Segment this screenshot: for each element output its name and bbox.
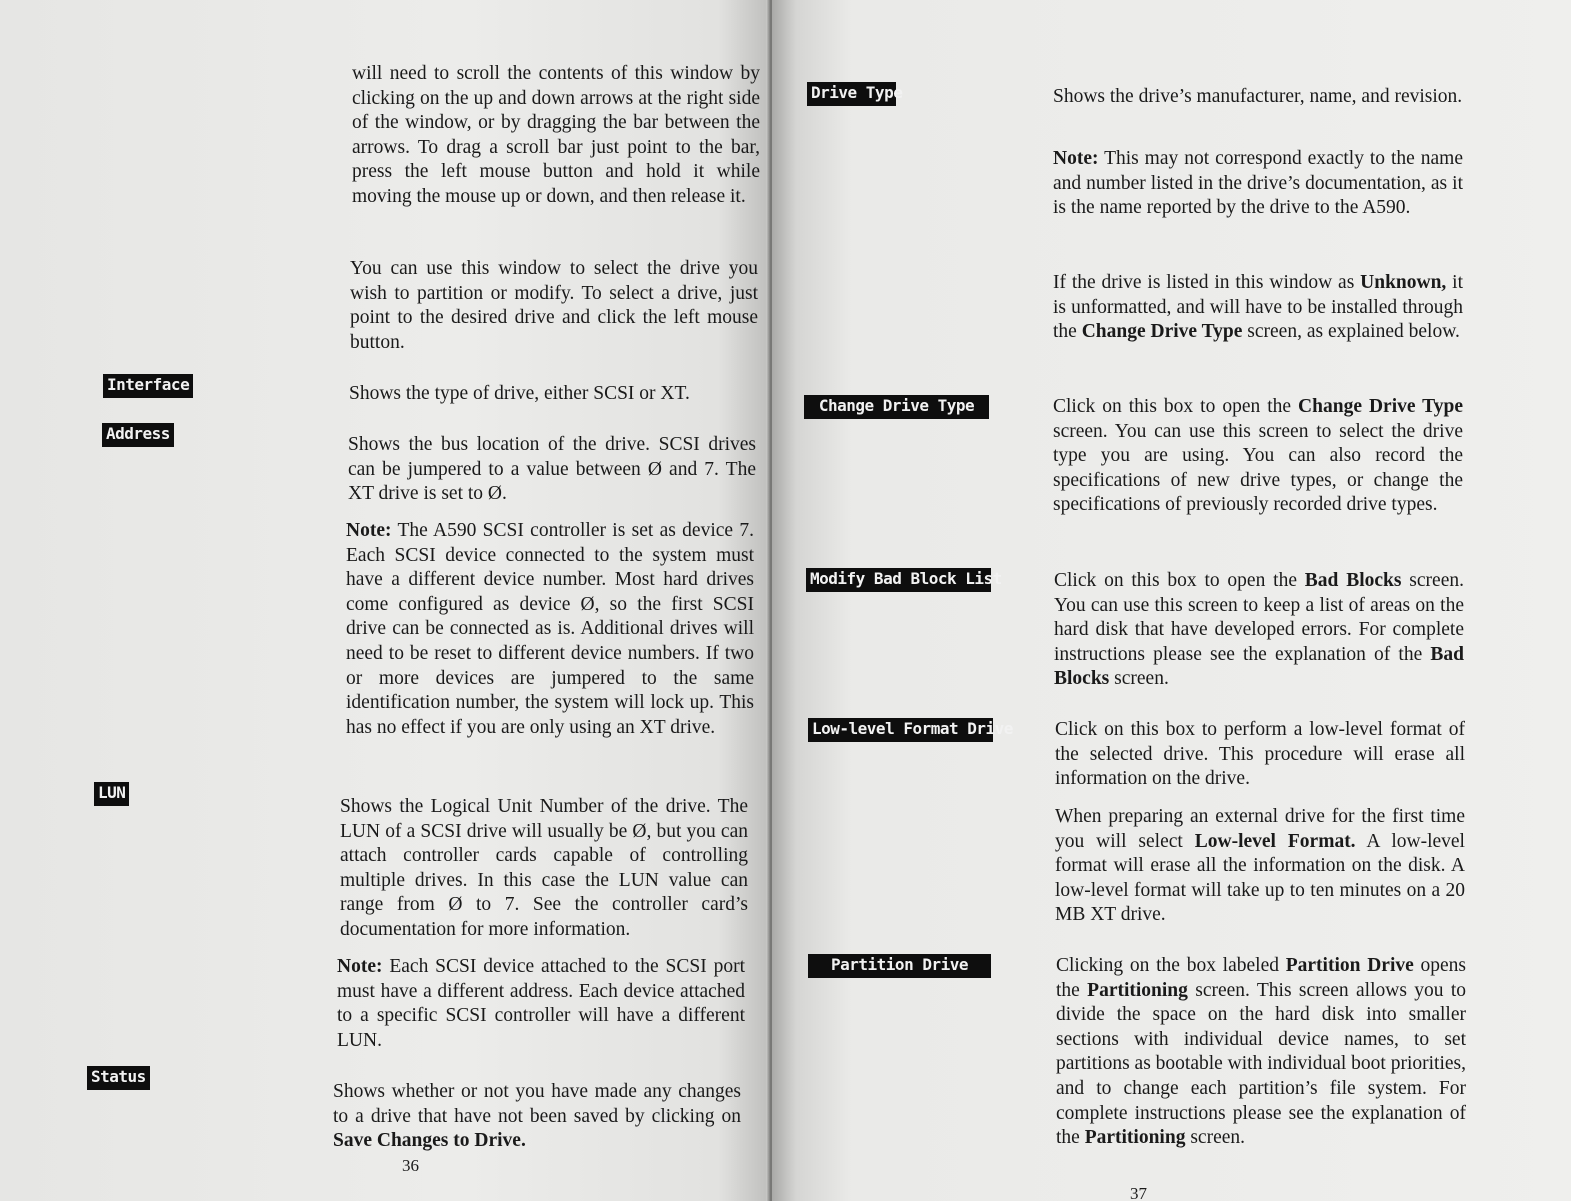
- text: screen. You can use this screen to keep a list of areas on the hard disk that have developed errors. For complete instructions please see the explanation of the: [1054, 570, 1464, 665]
- low-level-format-description: Click on this box to perform a low-level format of the selected drive. This procedure will erase all information on the drive.: [1055, 719, 1465, 790]
- low-level-format-paragraph: [1055, 805, 1465, 928]
- interface-label: Interface: [103, 374, 193, 398]
- drive-type-label: Drive Type: [807, 82, 896, 106]
- status-label: Status: [87, 1066, 150, 1090]
- text: it is unformatted, and will have to be installed through the: [1053, 272, 1463, 343]
- drive-type-note: [1053, 147, 1463, 221]
- note-body: This may not correspond exactly to the name and number listed in the drive’s documentation, as it is the name reported by the drive to the A590.: [1053, 148, 1463, 219]
- text: Click on this box to open the: [1053, 396, 1299, 417]
- note-body: Each SCSI device attached to the SCSI port must have a different address. Each device attached to a specific SCSI controller will have a different LUN.: [337, 956, 745, 1051]
- bold-text: Change Drive Type: [1081, 321, 1243, 343]
- bold-text: Change Drive Type: [1298, 396, 1463, 417]
- select-drive-paragraph: You can use this window to select the drive you wish to partition or modify. To select a drive, just point to the desired drive and click the left mouse button.: [350, 258, 758, 353]
- address-label: Address: [102, 423, 174, 447]
- text: opens the: [1056, 955, 1466, 1001]
- bold-text: Partition Drive: [1285, 955, 1414, 976]
- bold-text: Bad Blocks: [1054, 643, 1464, 690]
- lun-description: Shows the Logical Unit Number of the drive. The LUN of a SCSI drive will usually be Ø, but you can attach controller cards capable of controlling multiple drives. In this case the LUN value can range from Ø to 7. See the controller card’s documentation for more information.: [340, 796, 748, 940]
- bad-blocks-description: [1054, 569, 1464, 692]
- text: screen.: [1185, 1127, 1246, 1149]
- status-description: [333, 1080, 741, 1154]
- text: When preparing an external drive for the first time you will select: [1055, 806, 1465, 852]
- address-description: Shows the bus location of the drive. SCSI drives can be jumpered to a value between Ø and 7. The XT drive is set to Ø.: [348, 434, 756, 505]
- note-body: The A590 SCSI controller is set as device 7. Each SCSI device connected to the system must have a different device number. Most hard drives come configured as device Ø, so the first SCSI drive can be connected as is. Additional drives will need to be reset to different device numbers. If two or more devices are jumpered to the same identification number, the system will lock up. This has no effect if you are only using an XT drive.: [346, 520, 754, 738]
- text: A low-level format will erase all the information on the disk. A low-level format will take up to ten minutes on a 20 MB XT drive.: [1055, 830, 1465, 926]
- bold-text: Partitioning: [1084, 1127, 1186, 1149]
- unknown-drive-paragraph: [1053, 271, 1463, 345]
- partition-drive-label: Partition Drive: [808, 954, 991, 978]
- text: screen.: [1109, 668, 1169, 690]
- address-note: [346, 519, 754, 740]
- note-lead: Note:: [1053, 148, 1099, 169]
- bold-text: Bad Blocks: [1304, 570, 1402, 591]
- lun-label: LUN: [94, 782, 129, 806]
- left-page: [0, 0, 772, 1201]
- page-number-right: 37: [1130, 1184, 1147, 1201]
- text: screen. You can use this screen to select the drive type you are using. You can also record the specifications of new drive types, or change the specifications of previously recorded drive types.: [1053, 420, 1463, 516]
- text: If the drive is listed in this window as: [1053, 272, 1361, 293]
- bold-text: Partitioning: [1087, 979, 1188, 1001]
- partition-drive-description: [1056, 954, 1466, 1151]
- lun-note: [337, 955, 745, 1053]
- bold-text: Low-level Format.: [1194, 830, 1356, 852]
- text: Click on this box to open the: [1054, 570, 1305, 591]
- text: screen, as explained below.: [1242, 321, 1460, 343]
- text: screen. This screen allows you to divide the space on the hard disk into smaller sections with individual device names, to set partitions as bootable with individual boot priorities, and to change each partition’s file system. For complete instructions please see the explanation of the: [1056, 979, 1466, 1149]
- modify-bad-block-list-label: Modify Bad Block List: [806, 568, 991, 592]
- interface-description: Shows the type of drive, either SCSI or XT.: [349, 383, 690, 404]
- scroll-paragraph: will need to scroll the contents of this window by clicking on the up and down arrows at the right side of the window, or by dragging the bar between the arrows. To drag a scroll bar just point to the bar, press the left mouse button and hold it while moving the mouse up or down, and then release it.: [352, 63, 760, 207]
- bold-text: Unknown,: [1360, 272, 1447, 293]
- status-text: Shows whether or not you have made any changes to a drive that have not been saved by clicking on: [333, 1081, 741, 1127]
- note-lead: Note:: [346, 520, 392, 541]
- note-lead: Note:: [337, 956, 383, 977]
- text: Clicking on the box labeled: [1056, 955, 1286, 976]
- change-drive-type-description: [1053, 395, 1463, 518]
- drive-type-description: Shows the drive’s manufacturer, name, and revision.: [1053, 86, 1463, 107]
- low-level-format-drive-label: Low-level Format Drive: [808, 718, 993, 742]
- right-page: [772, 0, 1571, 1201]
- status-bold-text: Save Changes to Drive.: [333, 1130, 526, 1152]
- page-number-left: 36: [402, 1156, 419, 1175]
- change-drive-type-label: Change Drive Type: [804, 395, 989, 419]
